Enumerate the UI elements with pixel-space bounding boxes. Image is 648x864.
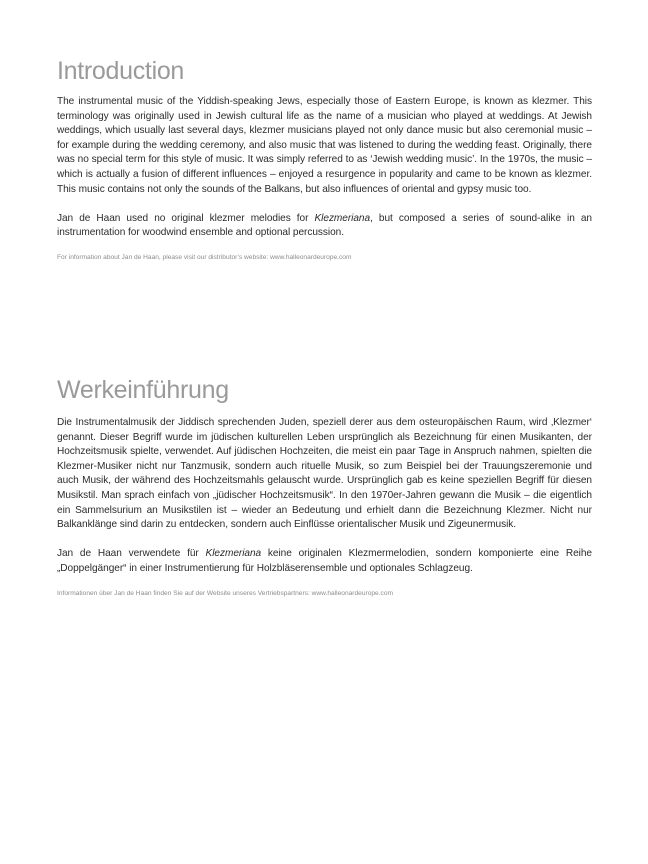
work-title: Klezmeriana bbox=[314, 212, 371, 224]
introduction-paragraph-2 bbox=[57, 212, 592, 241]
werkeinfuehrung-paragraph-2 bbox=[57, 547, 592, 576]
werkeinfuehrung-section bbox=[57, 375, 592, 598]
introduction-paragraph-2-before: Jan de Haan used no original klezmer melodies for bbox=[57, 212, 315, 224]
werkeinfuehrung-footnote: Informationen über Jan de Haan finden Sie auf der Website unseres Vertriebspartners: www.halleonardeurope.com bbox=[57, 589, 393, 597]
werkeinfuehrung-heading: Werkeinführung bbox=[57, 376, 229, 404]
werkeinfuehrung-paragraph-1: Die Instrumentalmusik der Jiddisch sprechenden Juden, speziell derer aus dem osteuropäischen Raum, wird ‚Klezmer‘ genannt. Dieser Begriff wurde im jüdischen kulturellen Leben ursprünglich als Bezeichnung für einen Musikanten, der Hochzeitsmusik spielte, verwendet. Auf jüdischen Hochzeiten, die meist ein paar Tage in Anspruch nahmen, spielten die Klezmer-Musiker nicht nur Tanzmusik, sondern auch rituelle Musik, so zum Beispiel bei der Trauungszeremonie und auch Musik, der während des Hochzeitsmahls gelauscht wurde. Ursprünglich gab es keine speziellen Begriff für diesen Musikstil. Man sprach einfach von „jüdischer Hochzeitsmusik“. In den 1970er-Jahren gewann die Musik – die eigentlich ein Sammelsurium an Musikstilen ist – wieder an Bedeutung und erhielt dann die Bezeichnung Klezmer. Nicht nur Balkanklänge sind darin zu entdecken, sondern auch Einflüsse orientalischer Musik und Zigeunermusik. bbox=[57, 417, 592, 531]
work-title: Klezmeriana bbox=[205, 548, 262, 560]
werkeinfuehrung-paragraph-2-before: Jan de Haan verwendete für bbox=[57, 548, 206, 560]
werkeinfuehrung-paragraph-2-after: keine originalen Klezmermelodien, sondern komponierte eine Reihe „Doppelgänger“ in einer Instrumentierung für Holzbläserensemble und optionales Schlagzeug. bbox=[57, 548, 592, 574]
introduction-section bbox=[57, 56, 592, 262]
introduction-footnote: For information about Jan de Haan, please visit our distributor’s website: www.halleonardeurope.com bbox=[57, 253, 352, 261]
introduction-heading: Introduction bbox=[57, 57, 185, 85]
introduction-paragraph-2-after: , but composed a series of sound-alike in an instrumentation for woodwind ensemble and optional percussion. bbox=[57, 212, 592, 239]
introduction-paragraph-1: The instrumental music of the Yiddish-speaking Jews, especially those of Eastern Europe, is known as klezmer. This terminology was originally used in Jewish cultural life as the name of a musician who played at weddings. At Jewish weddings, which usually last several days, klezmer musicians played not only dance music but also ceremonial music – for example during the wedding ceremony, and also music that was listened to during the wedding feast. Originally, there was no special term for this style of music. It was simply referred to as ‘Jewish wedding music’. In the 1970s, the music – which is actually a fusion of different influences – enjoyed a resurgence in popularity and came to be known as klezmer. This music contains not only the sounds of the Balkans, but also influences of oriental and gypsy music too. bbox=[57, 96, 592, 195]
